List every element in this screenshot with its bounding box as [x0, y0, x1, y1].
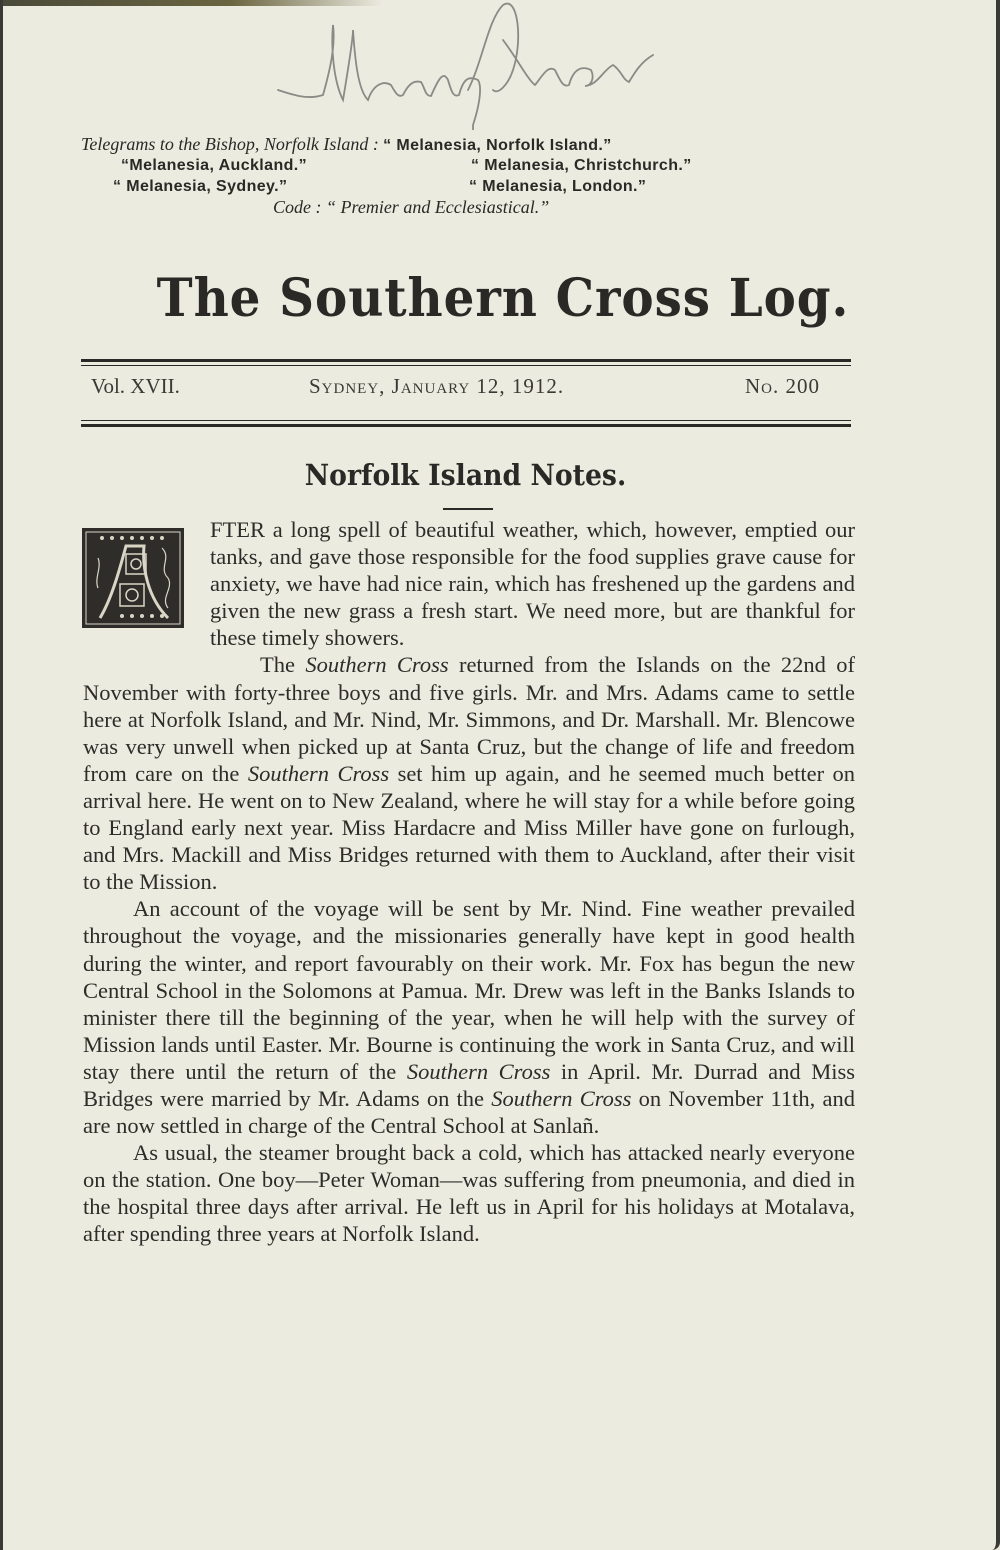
text-segment: As usual, the steamer brought back a cold, which has attacked nearly everyone on the station. One boy—Peter Woman—was suffering from pneumonia, and died in the hospital three days after arrival. He left us in April for his holidays at Motalava, after spending three years at Norfolk Island. — [83, 1140, 855, 1247]
drop-cap-spacer — [83, 516, 210, 652]
text-segment: The — [260, 652, 306, 678]
issue-place-date: Sydney, January 12, 1912. — [309, 374, 565, 398]
text-segment: in April. Mr. Durrad and Miss Bridges were married by Mr. Adams on the — [83, 1058, 855, 1111]
handwritten-signature — [273, 0, 713, 130]
telegram-address: “ Melanesia, London.” — [469, 178, 647, 195]
article-body — [83, 516, 855, 1248]
telegram-address: “ Melanesia, Norfolk Island.” — [383, 137, 612, 154]
volume-number: Vol. XVII. — [91, 374, 180, 398]
issue-number: No. 200 — [745, 374, 820, 398]
text-segment: set him up again, and he seemed much better on arrival here. He went on to New Zealand, where he will stay for a while before going to England early next year. Miss Hardacre and Miss Miller have gone on furlough, and Mrs. Mackill and Miss Bridges returned with them to Auckland, after their visit to the Mission. — [83, 760, 855, 895]
telegram-label: Telegrams to the Bishop, Norfolk Island : — [81, 134, 379, 154]
text-segment: An account of the voyage will be sent by Mr. Nind. Fine weather prevailed throughout the voyage, and the missionaries generally have kept in good health during the winter, and report favourably on their work. Mr. Fox has begun the new Central School in the Solomons at Pamua. Mr. Drew was left in the Banks Islands to minister there till the beginning of the year, when he will help with the survey of Mission lands until Easter. Mr. Bourne is continuing the work in Santa Cruz, and will stay there until the return of the — [83, 896, 855, 1084]
text-segment: FTER a long spell of beautiful weather, which, however, emptied our tanks, and gave those responsible for the food supplies grave cause for anxiety, we have had nice rain, which has freshened up the gardens and given the new grass a fresh start. We need more, but are thankful for these timely showers. — [210, 517, 855, 651]
italic-ship-name: Southern Cross — [406, 1058, 551, 1084]
rule-thick — [81, 424, 851, 427]
telegram-code: Code : “ Premier and Ecclesiastical.” — [273, 197, 550, 217]
paragraph — [83, 1139, 855, 1247]
telegram-address: “ Melanesia, Sydney.” — [113, 178, 288, 195]
masthead-title: The Southern Cross Log. — [156, 268, 850, 329]
paragraph — [83, 651, 855, 895]
paragraph — [83, 895, 855, 1139]
rule-thin — [81, 365, 851, 366]
telegram-address: “ Melanesia, Christchurch.” — [471, 157, 692, 174]
italic-ship-name: Southern Cross — [305, 652, 449, 678]
signature-scribble-icon — [273, 0, 713, 130]
text-segment: returned from the Islands on the 22nd of November with forty-three boys and five girls. Mr. and Mrs. Adams came to settle here at Norfolk Island, and Mr. Nind, Mr. Simmons, and Dr. Marshall. Mr. Blencowe was very unwell when picked up at Santa Cruz, but the change of life and freedom from care on the — [83, 652, 855, 786]
title-divider — [443, 508, 493, 510]
text-segment: on November 11th, and are now settled in charge of the Central School at Sanlañ. — [83, 1085, 856, 1139]
italic-ship-name: Southern Cross — [247, 760, 390, 786]
article-title: Norfolk Island Notes. — [304, 458, 627, 492]
italic-ship-name: Southern Cross — [491, 1085, 632, 1111]
rule-thick — [81, 359, 851, 362]
rule-thin — [81, 420, 851, 421]
issue-info — [91, 374, 841, 404]
telegram-address: “Melanesia, Auckland.” — [121, 157, 308, 174]
